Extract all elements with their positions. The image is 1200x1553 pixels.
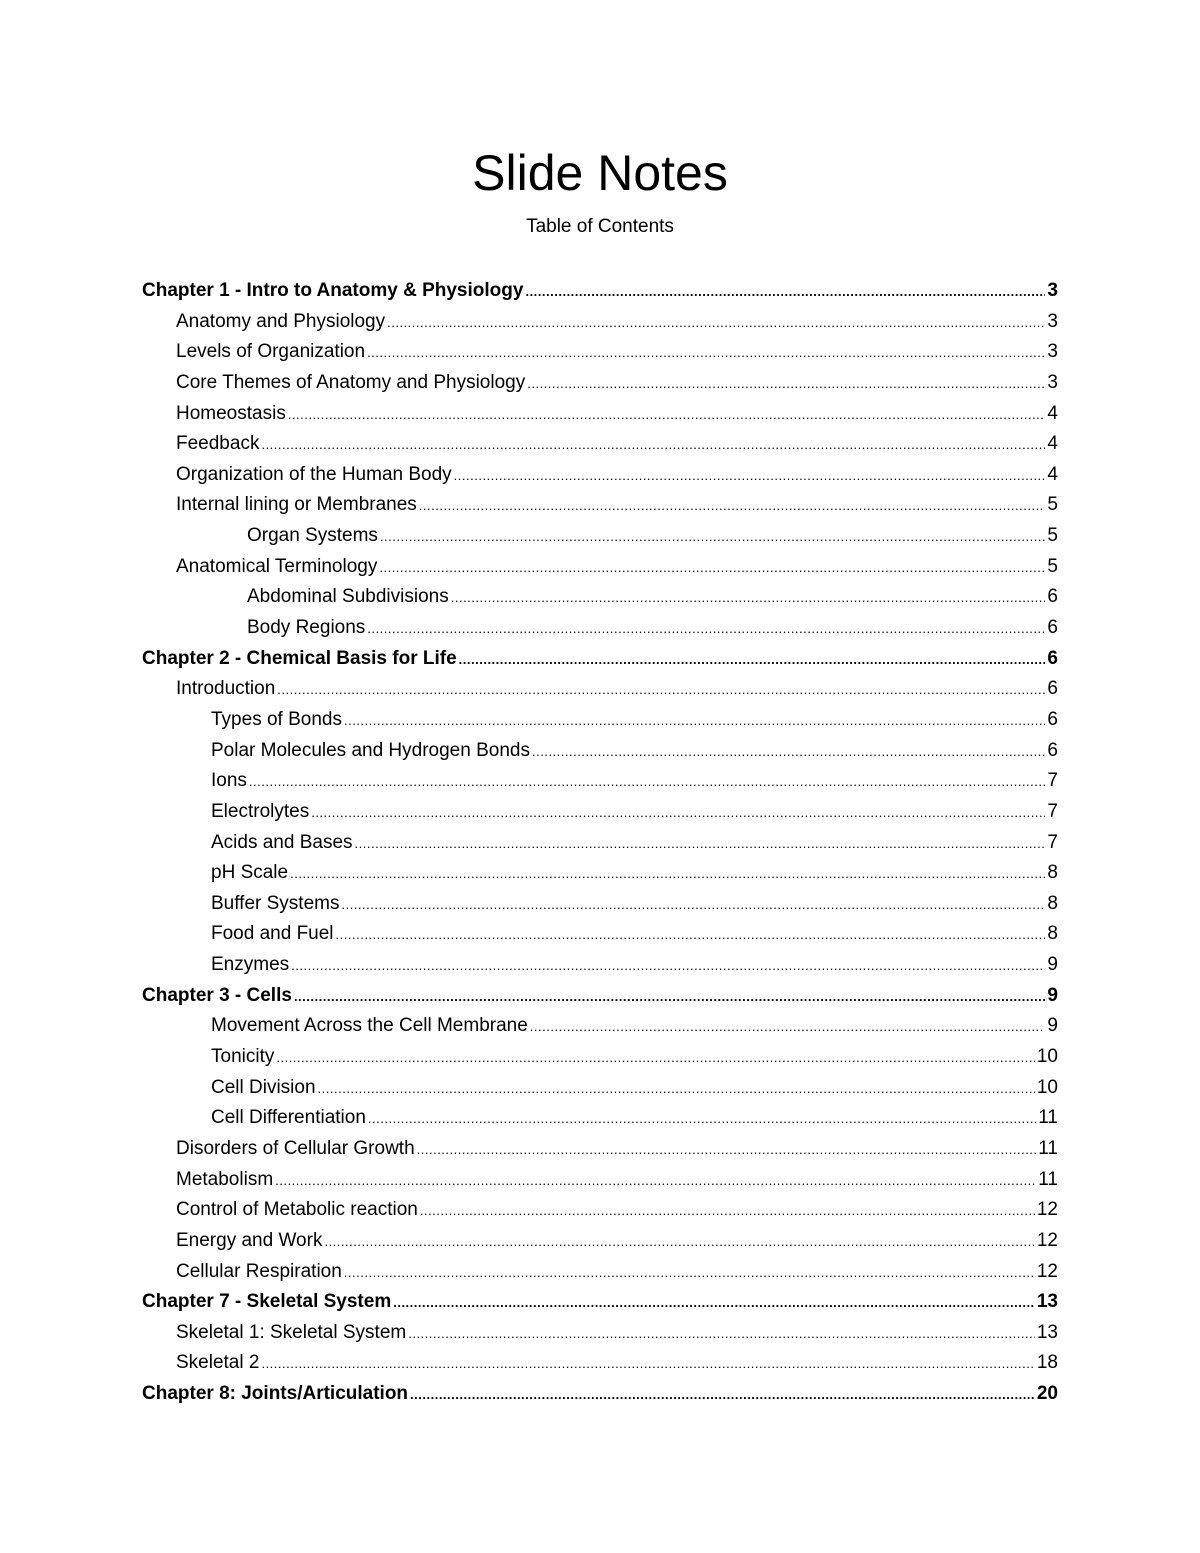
toc-section-entry[interactable] [142,1011,1058,1042]
toc-page-number: 5 [1047,494,1058,516]
toc-section-entry[interactable] [142,399,1058,430]
toc-entry-label: Chapter 2 - Chemical Basis for Life [142,647,457,669]
toc-page-number: 8 [1047,923,1058,945]
toc-section-entry[interactable] [142,950,1058,981]
toc-entry-label: Polar Molecules and Hydrogen Bonds [211,739,530,761]
toc-section-entry[interactable] [142,337,1058,368]
toc-entry-label: Chapter 3 - Cells [142,984,292,1006]
toc-entry-label: Movement Across the Cell Membrane [211,1015,528,1037]
toc-dot-leader [336,920,1046,950]
toc-chapter-entry[interactable] [142,1379,1058,1410]
toc-section-entry[interactable] [142,552,1058,583]
toc-section-entry[interactable] [142,1348,1058,1379]
toc-page-number: 6 [1047,647,1058,669]
table-of-contents [142,276,1058,1410]
toc-entry-label: Cell Differentiation [211,1107,366,1129]
toc-dot-leader [387,308,1045,338]
toc-page-number: 6 [1047,586,1058,608]
toc-chapter-entry[interactable] [142,276,1058,307]
toc-dot-leader [288,400,1046,430]
toc-entry-label: Chapter 7 - Skeletal System [142,1291,392,1313]
toc-page-number: 9 [1047,954,1058,976]
toc-page-number: 6 [1047,739,1058,761]
toc-heading: Table of Contents [526,216,674,237]
toc-section-entry[interactable] [142,1257,1058,1288]
toc-entry-label: Cellular Respiration [176,1260,342,1282]
toc-section-entry[interactable] [142,1103,1058,1134]
toc-section-entry[interactable] [142,368,1058,399]
toc-dot-leader [291,951,1045,981]
toc-section-entry[interactable] [142,705,1058,736]
toc-page-number: 13 [1036,1291,1058,1313]
toc-dot-leader [290,859,1045,889]
toc-dot-leader [355,829,1046,859]
toc-dot-leader [324,1227,1034,1257]
toc-page-number: 8 [1047,892,1058,914]
toc-page-number: 12 [1036,1229,1058,1251]
toc-section-entry[interactable] [142,889,1058,920]
toc-entry-label: pH Scale [211,862,289,884]
toc-page-number: 7 [1047,800,1058,822]
toc-section-entry[interactable] [142,1073,1058,1104]
toc-dot-leader [419,491,1046,521]
toc-entry-label: Anatomical Terminology [176,555,378,577]
toc-page-number: 9 [1047,1015,1058,1037]
toc-entry-label: Levels of Organization [176,341,366,363]
toc-section-entry[interactable] [142,1042,1058,1073]
toc-entry-label: Food and Fuel [211,923,334,945]
toc-dot-leader [367,614,1045,644]
toc-entry-label: Buffer Systems [211,892,340,914]
toc-chapter-entry[interactable] [142,644,1058,675]
toc-page-number: 4 [1047,463,1058,485]
toc-page-number: 3 [1047,341,1058,363]
toc-page-number: 12 [1036,1199,1058,1221]
toc-section-entry[interactable] [142,1318,1058,1349]
toc-entry-label: Control of Metabolic reaction [176,1199,418,1221]
toc-page-number: 13 [1036,1321,1058,1343]
toc-entry-label: Energy and Work [176,1229,323,1251]
toc-dot-leader [420,1196,1035,1226]
toc-chapter-entry[interactable] [142,981,1058,1012]
toc-page-number: 3 [1047,310,1058,332]
toc-page-number: 8 [1047,862,1058,884]
toc-entry-label: Skeletal 1: Skeletal System [176,1321,407,1343]
toc-entry-label: Chapter 8: Joints/Articulation [142,1383,409,1405]
toc-dot-leader [532,737,1045,767]
toc-entry-label: Introduction [176,678,276,700]
toc-dot-leader [261,1349,1034,1379]
toc-page-number: 11 [1038,1137,1058,1159]
toc-entry-label: Metabolism [176,1168,274,1190]
toc-dot-leader [249,767,1046,797]
toc-entry-label: Organization of the Human Body [176,463,452,485]
toc-section-entry[interactable] [142,613,1058,644]
toc-dot-leader [525,277,1045,307]
toc-dot-leader [530,1012,1046,1042]
toc-page-number: 20 [1036,1383,1058,1405]
toc-dot-leader [341,890,1045,920]
toc-section-entry[interactable] [142,582,1058,613]
toc-page-number: 6 [1047,678,1058,700]
toc-section-entry[interactable] [142,460,1058,491]
toc-page-number: 9 [1047,984,1058,1006]
toc-section-entry[interactable] [142,828,1058,859]
toc-page-number: 5 [1047,525,1058,547]
toc-section-entry[interactable] [142,858,1058,889]
toc-page-number: 11 [1038,1168,1058,1190]
toc-dot-leader [410,1380,1035,1410]
toc-page-number: 10 [1036,1046,1058,1068]
toc-dot-leader [344,1258,1035,1288]
toc-dot-leader [454,461,1046,491]
toc-dot-leader [408,1319,1035,1349]
toc-entry-label: Core Themes of Anatomy and Physiology [176,371,526,393]
toc-entry-label: Internal lining or Membranes [176,494,417,516]
toc-page-number: 7 [1047,831,1058,853]
toc-entry-label: Electrolytes [211,800,310,822]
toc-dot-leader [318,1074,1035,1104]
toc-dot-leader [459,645,1046,675]
toc-dot-leader [380,522,1045,552]
toc-dot-leader [261,430,1045,460]
toc-entry-label: Acids and Bases [211,831,353,853]
toc-page-number: 3 [1047,280,1058,301]
toc-section-entry[interactable] [142,1226,1058,1257]
toc-dot-leader [417,1135,1037,1165]
toc-entry-label: Enzymes [211,954,290,976]
toc-dot-leader [368,1104,1036,1134]
toc-dot-leader [527,369,1045,399]
toc-dot-leader [344,706,1045,736]
toc-section-entry[interactable] [142,919,1058,950]
toc-entry-label: Organ Systems [247,525,378,547]
toc-chapter-entry[interactable] [142,1287,1058,1318]
toc-section-entry[interactable] [142,674,1058,705]
toc-entry-label: Abdominal Subdivisions [247,586,449,608]
toc-section-entry[interactable] [142,429,1058,460]
toc-entry-label: Skeletal 2 [176,1352,260,1374]
toc-entry-label: Types of Bonds [211,708,342,730]
toc-page-number: 6 [1047,708,1058,730]
toc-section-entry[interactable] [142,1165,1058,1196]
toc-page-number: 4 [1047,433,1058,455]
toc-page-number: 11 [1038,1107,1058,1129]
toc-page-number: 12 [1036,1260,1058,1282]
toc-section-entry[interactable] [142,736,1058,767]
toc-page-number: 18 [1036,1352,1058,1374]
toc-page-number: 7 [1047,770,1058,792]
toc-entry-label: Tonicity [211,1046,275,1068]
toc-entry-label: Ions [211,770,247,792]
toc-page-number: 10 [1036,1076,1058,1098]
toc-entry-label: Chapter 1 - Intro to Anatomy & Physiology [142,280,524,301]
toc-entry-label: Body Regions [247,617,366,639]
toc-page-number: 3 [1047,371,1058,393]
document-title: Slide Notes [472,145,728,201]
toc-dot-leader [275,1166,1036,1196]
toc-dot-leader [367,338,1045,368]
toc-dot-leader [393,1288,1035,1318]
toc-page-number: 6 [1047,617,1058,639]
toc-section-entry[interactable] [142,490,1058,521]
toc-section-entry[interactable] [142,766,1058,797]
toc-section-entry[interactable] [142,1195,1058,1226]
toc-dot-leader [379,553,1045,583]
toc-page-number: 5 [1047,555,1058,577]
toc-entry-label: Anatomy and Physiology [176,310,386,332]
toc-entry-label: Feedback [176,433,260,455]
toc-page-number: 4 [1047,402,1058,424]
toc-dot-leader [276,1043,1035,1073]
toc-entry-label: Cell Division [211,1076,316,1098]
toc-entry-label: Homeostasis [176,402,286,424]
toc-dot-leader [311,798,1045,828]
toc-section-entry[interactable] [142,1134,1058,1165]
toc-section-entry[interactable] [142,521,1058,552]
toc-section-entry[interactable] [142,797,1058,828]
toc-dot-leader [451,583,1046,613]
toc-dot-leader [294,982,1045,1012]
toc-entry-label: Disorders of Cellular Growth [176,1137,415,1159]
toc-dot-leader [277,675,1045,705]
toc-section-entry[interactable] [142,307,1058,338]
